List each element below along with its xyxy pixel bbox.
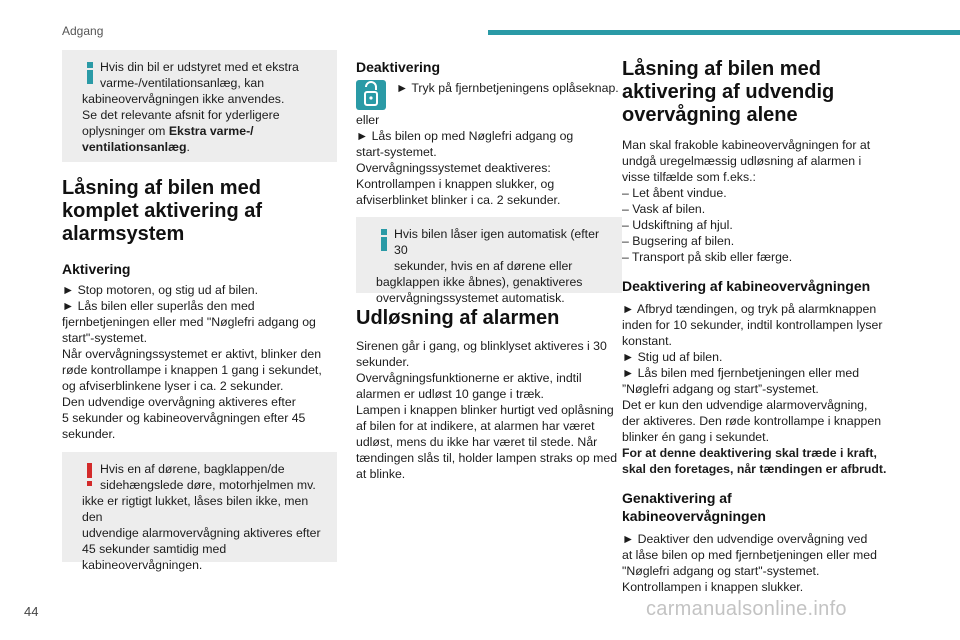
note-line: udvendige alarmovervågning aktiveres efter (82, 526, 321, 540)
text-line: Overvågningsfunktionerne er aktive, indtil (356, 371, 582, 385)
text-line: ► Stop motoren, og stig ud af bilen. (62, 283, 259, 297)
text-line: Overvågningssystemet deaktiveres: (356, 161, 551, 175)
subheading-deactivation: Deaktivering (356, 59, 441, 75)
note-line: Hvis en af dørene, bagklappen/de (100, 462, 285, 476)
reactivate-interior-text (622, 531, 902, 595)
note-line: sidehængslede døre, motorhjelmen mv. (100, 478, 316, 492)
text-line: at låse bilen op med fjernbetjeningen eller med (622, 548, 877, 562)
header-accent-bar (488, 30, 960, 35)
subheading-reactivate-interior: Genaktivering af kabineovervågningen (622, 490, 766, 524)
text-line-bold: For at denne deaktivering skal træde i kraft, (622, 446, 877, 460)
column-left (62, 50, 337, 572)
note-line: varme-/ventilationsanlæg, kan (100, 76, 265, 90)
text-line: ► Stig ud af bilen. (622, 350, 723, 364)
note-line: kabineovervågningen. (82, 558, 203, 572)
text-line: udløst, mens du ikke har været til stede. Når (356, 435, 598, 449)
column-middle (356, 58, 622, 482)
watermark: carmanualsonline.info (646, 598, 847, 620)
text-line: eller (356, 113, 380, 127)
text-line: ► Lås bilen op med Nøglefri adgang og (356, 129, 574, 143)
list-item: – Transport på skib eller færge. (622, 250, 793, 264)
deactivate-interior-text (622, 301, 902, 477)
column-right (622, 58, 902, 595)
subheading-deactivate-interior: Deaktivering af kabineovervågningen (622, 278, 871, 294)
remote-instruction: ► Tryk på fjernbetjeningens oplåseknap. (396, 81, 619, 95)
text-line: Sirenen går i gang, og blinklyset aktiveres i 30 (356, 339, 607, 353)
remote-unlock-row (356, 80, 622, 110)
info-note-auto-relock (356, 217, 622, 305)
text-line: sekunder. (62, 427, 116, 441)
text-line: ► Afbryd tændingen, og tryk på alarmknappen (622, 302, 877, 316)
note-line: Hvis din bil er udstyret med et ekstra (100, 60, 299, 74)
deactivation-text (356, 112, 622, 208)
note-line: kabineovervågningen ikke anvendes. (82, 92, 285, 106)
text-line: ► Lås bilen eller superlås den med (62, 299, 255, 313)
text-line: undgå uregelmæssig udløsning af alarmen i (622, 154, 862, 168)
remote-unlock-icon (356, 80, 386, 110)
header-section-title: Adgang (62, 24, 104, 38)
text-line: ► Deaktiver den udvendige overvågning ved (622, 532, 868, 546)
text-line: afviserblinket blinker i ca. 2 sekunder. (356, 193, 561, 207)
warning-icon (87, 463, 93, 487)
list-item: – Let åbent vindue. (622, 186, 727, 200)
text-line: at blinke. (356, 467, 406, 481)
text-line: Lampen i knappen blinker hurtigt ved oplåsning (356, 403, 614, 417)
text-line: "Nøglefri adgang og start"-systemet. (622, 564, 820, 578)
text-line: Kontrollampen i knappen slukker, og (356, 177, 555, 191)
info-icon (86, 62, 94, 86)
subheading-activation: Aktivering (62, 261, 131, 277)
note-line: Hvis bilen låser igen automatisk (efter 30 (394, 227, 600, 257)
note-line: oplysninger om Ekstra varme-/ ventilationsanlæg. (82, 124, 254, 154)
text-line: inden for 10 sekunder, indtil kontrollampen lyser (622, 318, 883, 332)
text-line-bold: skal den foretages, når tændingen er afbrudt. (622, 462, 887, 476)
note-line: bagklappen ikke åbnes), genaktiveres (376, 275, 583, 289)
text-line: start-systemet. (356, 145, 437, 159)
note-line: overvågningssystemet automatisk. (376, 291, 565, 305)
page-number: 44 (24, 604, 39, 619)
note-line: 45 sekunder samtidig med (82, 542, 227, 556)
text-line: start"-systemet. (62, 331, 147, 345)
exterior-intro (622, 137, 902, 185)
text-line: ► Lås bilen med fjernbetjeningen eller med (622, 366, 860, 380)
list-item: – Vask af bilen. (622, 202, 706, 216)
info-note-extra-heater (62, 50, 337, 162)
activation-text (62, 282, 337, 442)
note-line: Se det relevante afsnit for yderligere (82, 108, 280, 122)
text-line: Når overvågningssystemet er aktivt, blinker den (62, 347, 322, 361)
list-item: – Udskiftning af hjul. (622, 218, 733, 232)
warning-note-doors (62, 452, 337, 572)
text-line: konstant. (622, 334, 672, 348)
note-line: ikke er rigtigt lukket, låses bilen ikke, men den (82, 494, 309, 524)
text-line: og afviserblinkene lyser i ca. 2 sekunder. (62, 379, 284, 393)
text-line: alarmen er udløst 10 gange i træk. (356, 387, 544, 401)
exterior-cases-list (622, 185, 902, 265)
text-line: tændingen slås til, holder lampen straks op med (356, 451, 618, 465)
note-line: sekunder, hvis en af dørene eller (394, 259, 573, 273)
text-line: fjernbetjeningen eller med "Nøglefri adgang og (62, 315, 316, 329)
info-icon (380, 229, 388, 253)
section-heading-exterior-only: Låsning af bilen med aktivering af udvendig overvågning alene (622, 58, 835, 126)
text-line: af bilen for at indikere, at alarmen har været (356, 419, 595, 433)
text-line: ”Nøglefri adgang og start”-systemet. (622, 382, 819, 396)
note-bold-ref: Ekstra varme-/ ventilationsanlæg (82, 124, 254, 154)
text-line: Det er kun den udvendige alarmovervågning, (622, 398, 868, 412)
alarm-trigger-text (356, 338, 622, 482)
list-item: – Bugsering af bilen. (622, 234, 735, 248)
text-line: 5 sekunder og kabineovervågningen efter 45 (62, 411, 306, 425)
text-line: Kontrollampen i knappen slukker. (622, 580, 804, 594)
text-line: sekunder. (356, 355, 410, 369)
text-line: Man skal frakoble kabineovervågningen for at (622, 138, 871, 152)
text-line: blinker én gang i sekundet. (622, 430, 769, 444)
section-heading-full-alarm: Låsning af bilen med komplet aktivering af alarmsystem (62, 177, 263, 245)
section-heading-alarm-trigger: Udløsning af alarmen (356, 307, 560, 329)
text-line: røde kontrollampe i knappen 1 gang i sekundet, (62, 363, 322, 377)
text-line: Den udvendige overvågning aktiveres efter (62, 395, 296, 409)
text-line: visse tilfælde som f.eks.: (622, 170, 756, 184)
text-line: der aktiveres. Den røde kontrollampe i knappen (622, 414, 882, 428)
